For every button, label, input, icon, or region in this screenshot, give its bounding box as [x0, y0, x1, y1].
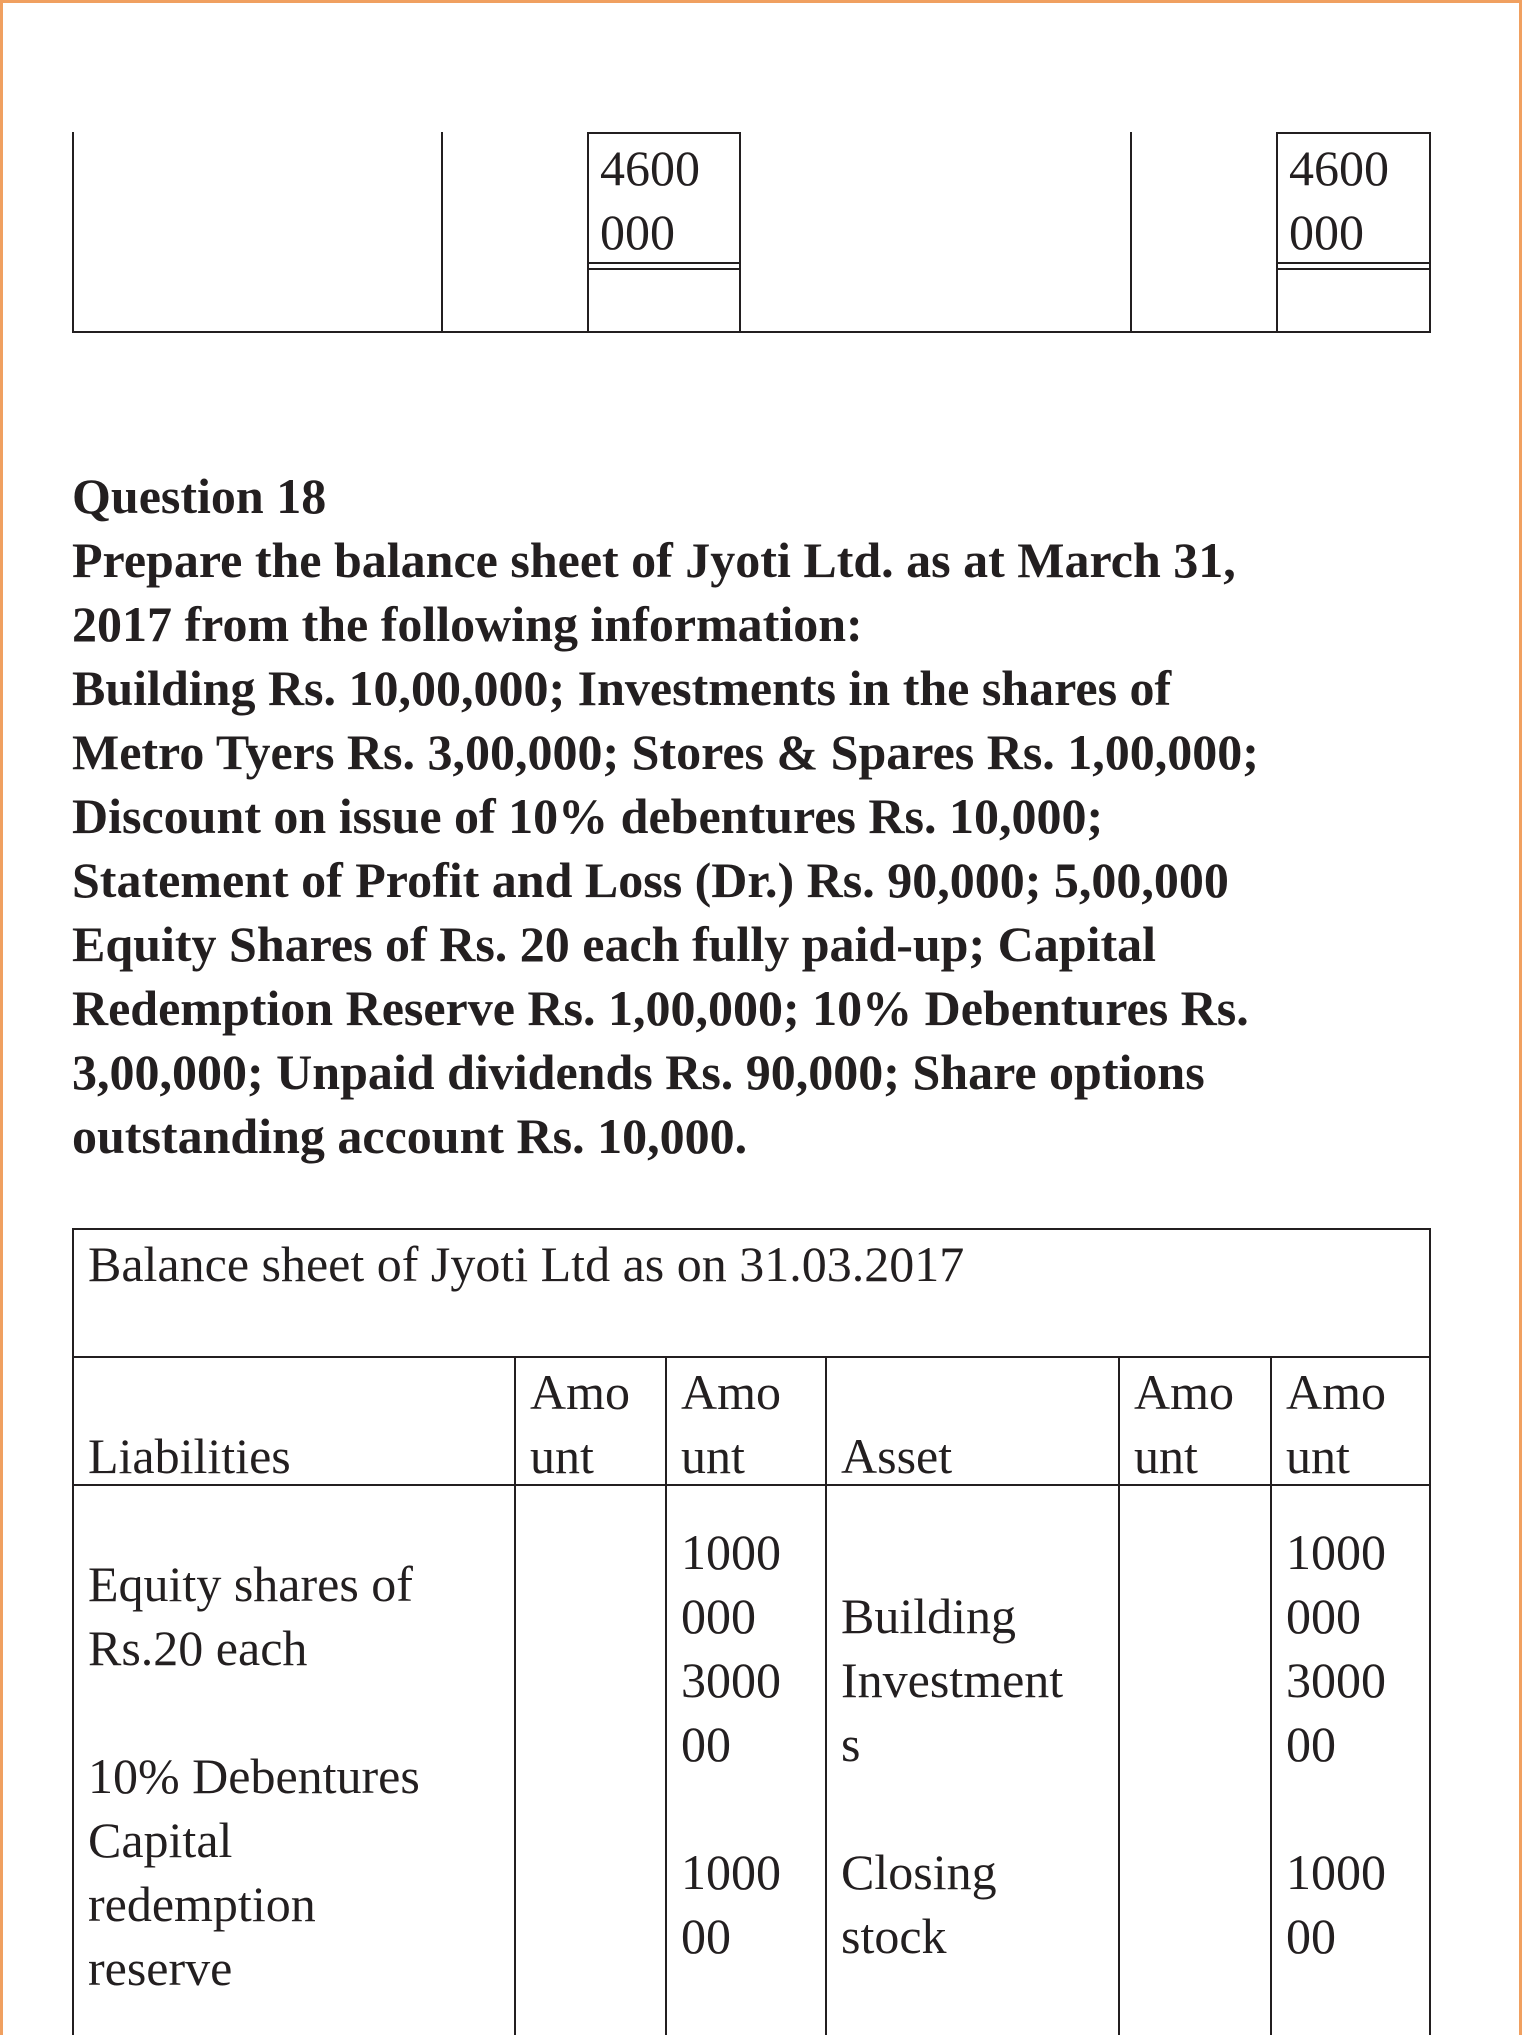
liabilities-amount-column: 1000 000 3000 00 1000 00 [681, 1524, 781, 1964]
asset-amount-column: 1000 000 3000 00 1000 00 [1286, 1524, 1386, 1964]
question-body: Prepare the balance sheet of Jyoti Ltd. as at March 31, 2017 from the following information: Building Rs. 10,00,000; Investments in the shares of Metro Tyers Rs. 3,00,000; Stores & Spares Rs. 1,00,000; Discount on issue of 10% debentures Rs. 10,000; Statement of Profit and Loss (Dr.) Rs. 90,000; 5,00,000 Equity Shares of Rs. 20 each fully paid-up; Capital Redemption Reserve Rs. 1,00,000; 10% Debentures Rs. 3,00,000; Unpaid dividends Rs. 90,000; Share options outstanding account Rs. 10,000. [72, 532, 1259, 1164]
total-right-amount: 4600 000 [1289, 140, 1389, 260]
liabilities-column: Equity shares of Rs.20 each 10% Debentures Capital redemption reserve [88, 1556, 420, 1996]
header-amount-4: Amo unt [1286, 1364, 1386, 1484]
asset-column: Building Investment s Closing stock [841, 1588, 1064, 1964]
question-title: Question 18 [72, 468, 327, 524]
header-amount-1: Amo unt [530, 1364, 630, 1484]
header-asset: Asset [841, 1428, 953, 1484]
total-left-amount: 4600 000 [600, 140, 700, 260]
balance-sheet-title: Balance sheet of Jyoti Ltd as on 31.03.2017 [88, 1236, 965, 1292]
header-liabilities: Liabilities [88, 1428, 291, 1484]
header-amount-2: Amo unt [681, 1364, 781, 1484]
header-amount-3: Amo unt [1134, 1364, 1234, 1484]
